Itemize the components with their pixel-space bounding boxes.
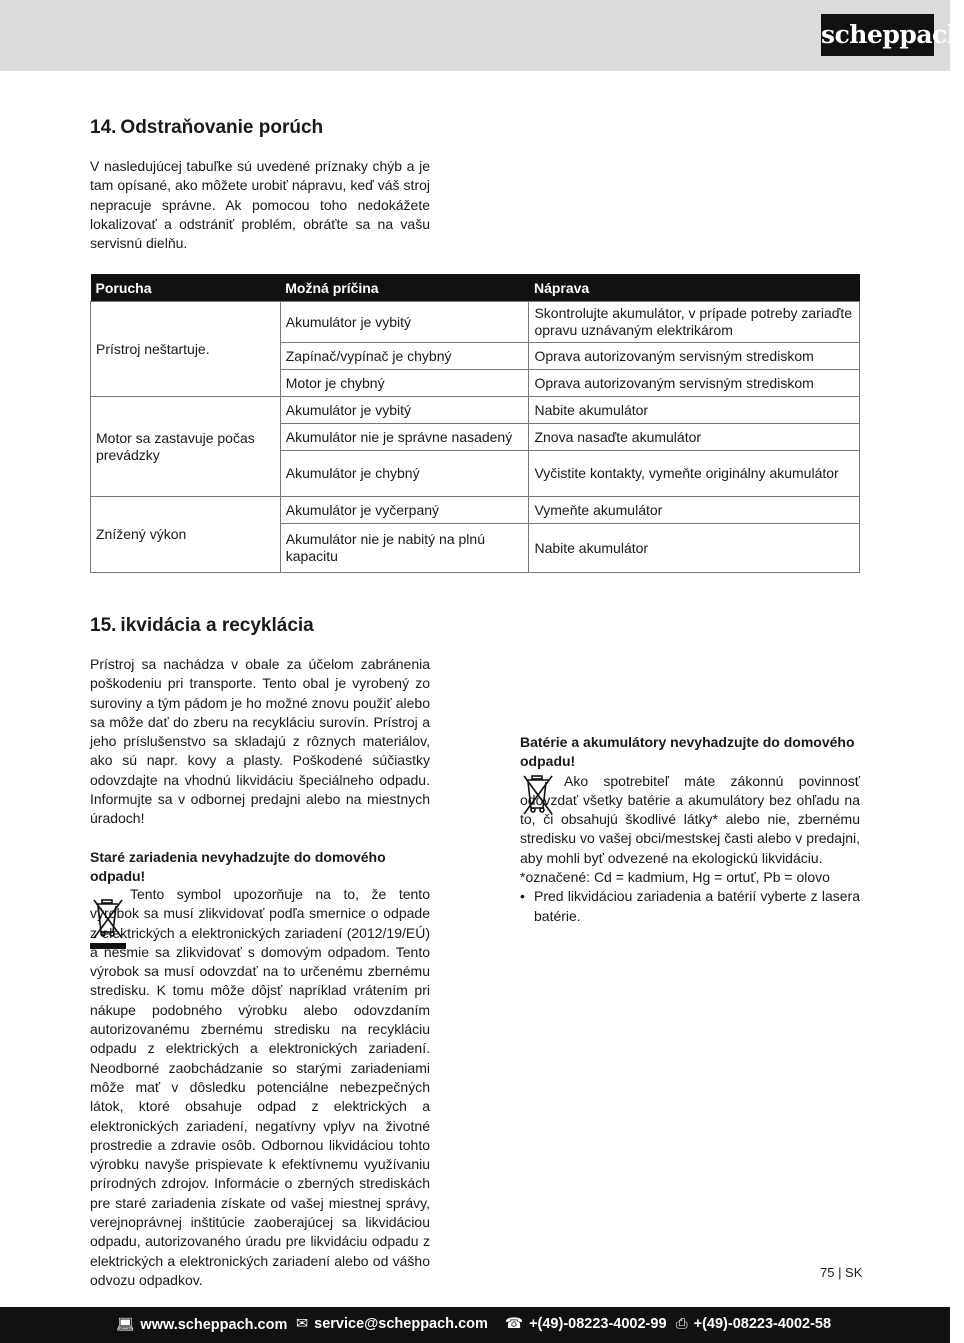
batteries-heading: Batérie a akumulátory nevyhadzujte do domového odpadu! (520, 734, 855, 770)
computer-icon: 💻︎ (116, 1317, 135, 1333)
section-14-intro (90, 157, 430, 253)
footer-phone[interactable] (505, 1316, 667, 1332)
footer-fax-text: +(49)-08223-4002-58 (693, 1316, 832, 1332)
footer-web[interactable] (116, 1316, 287, 1333)
footer-email[interactable] (296, 1316, 488, 1332)
troubleshooting-table (90, 274, 860, 573)
old-devices-text: Tento symbol upozorňuje na to, že tento výrobok sa musí zlikvidovať podľa smernice o odpade z elektrických a elektronických zariadení (2012/19/EÚ) a nesmie sa zlikvidovať s domovým odpadom. Tento výrobok sa musí odovzdať na to určenému zbernému stredisku. K tomu môže dôjsť napríklad vrátením pri nákupe podobného výrobku alebo odovzdaním autorizovanému zbernému stredisku na recykláciu odpadu z elektrických a elektronických zariadení. Neodborné zaobchádzanie so starými zariadeniami môže mať v dôsledku potenciálne nebezpečných látok, ktoré obsahuje odpad z elektrických a elektronických zariadení, negatívny vplyv na životné prostredie a zdravie osôb. Odbornou likvidáciou tohto výrobku navyše prispievate k efektívnemu využívaniu prírodných zdrojov. Informácie o zberných strediskách pre staré zariadenia získate od vašej miestnej správy, verejnoprávnej inštitúcie zaoberajúcej sa likvidáciou odpadu, autorizovaného úradu pre likvidáciu odpadu z elektrických a elektronických zariadení alebo od vášho odvozu odpadkov. (90, 886, 430, 1288)
list-item: • Pred likvidáciou zariadenia a batérií vyberte z lasera batérie. (520, 887, 860, 926)
section-15-heading (90, 615, 314, 637)
section-15-number: 15. (90, 615, 117, 636)
table-header-cause: Možná príčina (280, 274, 529, 302)
remedy-cell: Nabite akumulátor (529, 524, 860, 573)
table-row (91, 397, 860, 424)
remedy-cell: Nabite akumulátor (529, 397, 860, 424)
disposal-list (520, 887, 860, 926)
section-15-intro: Prístroj sa nachádza v obale za účelom zabránenia poškodeniu pri transporte. Tento obal je vyrobený zo suroviny a tým pádom je ho možné znovu použiť alebo sa môže dať do zberu na recykláciu surovín. Prístroj a jeho príslušenstvo sa skladajú z rôznych materiálov, ako sú napr. kovy a plasty. Poškodené súčiastky odovzdajte na vhodnú likvidáciu špeciálneho odpadu. Informujte sa v odbornej predajni alebo na miestnych úradoch! (90, 656, 430, 827)
scheppach-logo: scheppach (821, 14, 934, 56)
remedy-cell: Znova nasaďte akumulátor (529, 424, 860, 451)
battery-crossed-bin-icon (520, 772, 556, 816)
mail-icon: ✉︎ (296, 1316, 309, 1332)
footer-web-text: www.scheppach.com (140, 1317, 288, 1333)
remedy-cell: Oprava autorizovaným servisným strediskom (529, 370, 860, 397)
table-header-remedy: Náprava (529, 274, 860, 302)
remedy-cell: Vymeňte akumulátor (529, 497, 860, 524)
cause-cell: Motor je chybný (280, 370, 529, 397)
header-bar (0, 0, 964, 71)
remedy-cell: Skontrolujte akumulátor, v prípade potreby zariaďte opravu uznávaným elektrikárom (529, 302, 860, 343)
section-15-column-left (90, 655, 430, 886)
table-row (91, 497, 860, 524)
fault-cell: Znížený výkon (91, 497, 281, 573)
table-header-row (91, 274, 860, 302)
section-14-heading (90, 117, 323, 139)
section-15-title: ikvidácia a recyklácia (120, 615, 314, 636)
old-devices-heading: Staré zariadenia nevyhadzujte do domového odpadu! (90, 848, 386, 884)
batteries-text: Ako spotrebiteľ máte zákonnú povinnosť odovzdať všetky batérie a akumulátory bez ohľadu na to, či obsahujú škodlivé látky* alebo nie, zbernému stredisku vo vašej obci/mestskej časti alebo v predajni, aby mohli byť odvezené na ekologickú likvidáciu. (520, 772, 860, 866)
cause-cell: Akumulátor nie je správne nasadený (280, 424, 529, 451)
section-14-title: Odstraňovanie porúch (120, 117, 324, 138)
cause-cell: Akumulátor je vybitý (280, 397, 529, 424)
cause-cell: Zapínač/vypínač je chybný (280, 343, 529, 370)
cause-cell: Akumulátor je vybitý (280, 302, 529, 343)
fault-cell: Motor sa zastavuje počas prevádzky (91, 397, 281, 497)
footer-phone-text: +(49)-08223-4002-99 (529, 1316, 667, 1332)
section-14-number: 14. (90, 117, 117, 138)
marking-text: *označené: Cd = kadmium, Hg = ortuť, Pb = olovo (520, 869, 830, 886)
footer-email-text: service@scheppach.com (314, 1316, 488, 1332)
fax-icon: ⎙ (676, 1316, 688, 1332)
cause-cell: Akumulátor je vyčerpaný (280, 497, 529, 524)
section-15-column-right (520, 733, 860, 926)
fault-cell: Prístroj neštartuje. (91, 302, 281, 397)
cause-cell: Akumulátor nie je nabitý na plnú kapacitu (280, 524, 529, 573)
table-header-fault: Porucha (91, 274, 281, 302)
page-number: 75 | SK (820, 1265, 863, 1280)
footer-bar (0, 1307, 950, 1343)
phone-icon: ☎ (505, 1316, 524, 1332)
footer-fax[interactable] (676, 1316, 831, 1332)
table-row (91, 302, 860, 343)
remedy-cell: Oprava autorizovaným servisným strediskom (529, 343, 860, 370)
remedy-cell: Vyčistite kontakty, vymeňte originálny akumulátor (529, 451, 860, 497)
cause-cell: Akumulátor je chybný (280, 451, 529, 497)
section-14-intro-text: V nasledujúcej tabuľke sú uvedené príznaky chýb a je tam opísané, ako môžete urobiť nápravu, keď váš stroj nepracuje správne. Ak pomocou toho nedokážete lokalizovať a odstrániť problém, obráťte sa na vašu servisnú dielňu. (90, 158, 430, 252)
old-devices-block (90, 885, 430, 1290)
